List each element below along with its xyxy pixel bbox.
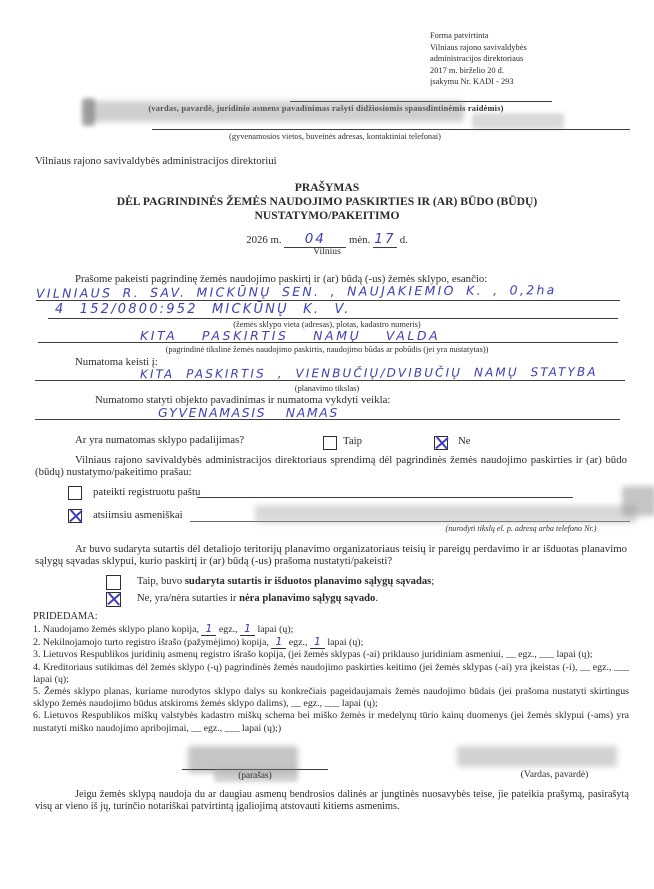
division-no-checkbox <box>434 436 448 450</box>
change-to-label: Numatoma keisti į: <box>75 356 158 368</box>
redaction-blur-edge <box>622 486 654 516</box>
contact-caption: (nurodyti tikslų el. p. adresą arba telefono Nr.) <box>445 524 597 533</box>
contract-no-prefix: Ne, yra/nėra sutarties ir <box>137 593 240 604</box>
contract-yes-checkbox <box>106 575 121 590</box>
fill-line <box>35 419 620 420</box>
delivery-person-checkbox <box>68 509 82 523</box>
date-day-label: d. <box>399 234 408 246</box>
handwritten-current-purpose: KITA PASKIRTIS NAMŲ VALDA <box>140 328 441 343</box>
planned-object-label: Numatomo statyti objekto pavadinimas ir numatoma vykdyti veikla: <box>95 394 391 406</box>
approval-line: Vilniaus rajono savivaldybės <box>430 42 527 52</box>
handwritten-plot-address: VILNIAUS R. SAV. MICKŪNŲ SEN. , NAUJAKIEMIO K. , 0,2ha <box>35 282 557 301</box>
attachments-list <box>33 623 629 735</box>
approval-line: Forma patvirtinta <box>430 31 489 40</box>
form-title-line: NUSTATYMO/PAKEITIMO <box>254 209 400 222</box>
redaction-mark-left <box>82 98 95 126</box>
planning-goal-caption: (planavimo tikslas) <box>294 384 360 393</box>
handwritten-count: 1 <box>201 622 216 636</box>
plot-address-caption: (žemės sklypo vieta (adresas), plotas, kadastro numeris) <box>233 320 421 329</box>
current-purpose-caption: (pagrindinė tikslinė žemės naudojimo paskirtis, naudojimo būdas ar pobūdis (jei yra nustatytas)) <box>165 345 489 354</box>
contract-question: Ar buvo sudaryta sutartis dėl detaliojo teritorijų planavimo organizatoriaus teisių ir pareigų perdavimo ir ar išduotas planavimo sąlygų sąvadas sklypui, kurio paskirtį ir (ar) būdą (-us) prašoma nustatyti/pakeisti? <box>35 543 627 567</box>
approval-line: 2017 m. birželio 20 d. <box>430 65 504 75</box>
attachments-label: PRIDEDAMA: <box>33 611 98 622</box>
division-no-label: Ne <box>458 435 471 447</box>
fill-line <box>38 342 618 343</box>
redaction-blur-applicant <box>84 101 464 122</box>
handwritten-month: 04 <box>304 231 326 247</box>
contract-yes-prefix: Taip, buvo <box>137 576 185 587</box>
addressee: Vilniaus rajono savivaldybės administracijos direktoriui <box>35 155 277 167</box>
contract-no-suffix: . <box>375 593 379 604</box>
attachment-item: 3. Lietuvos Respublikos juridinių asmenų registro išrašo kopija, (jei žemės sklypas (-ai) priklauso juridiniam asmeniui, __ egz., ___ lapai (ų); <box>33 649 593 661</box>
form-title-line: PRAŠYMAS <box>294 181 360 194</box>
delivery-mail-checkbox <box>68 486 82 500</box>
form-title-line: DĖL PAGRINDINĖS ŽEMĖS NAUDOJIMO PASKIRTIES IR (AR) BŪDO (BŪDŲ) <box>116 195 538 208</box>
footer-note: Jeigu žemės sklypą naudoja du ar daugiau asmenų bendrosios dalinės ar jungtinės nuosavybės teise, jie pateikia prašymą, pasirašytą visų ar vieno iš jų, turinčio notariškai patvirtintą įgaliojimą atstovauti kitiems asmenims. <box>35 789 629 812</box>
fill-line <box>197 497 573 498</box>
redaction-blur-name <box>457 746 617 767</box>
delivery-person-label: atsiimsiu asmeniškai <box>93 509 183 521</box>
applicant-address-fill-line <box>152 129 630 130</box>
contract-no-bold: nėra planavimo sąlygų sąvado <box>239 593 376 604</box>
fill-line <box>35 380 625 381</box>
check-mark <box>433 435 448 452</box>
handwritten-count: 1 <box>271 635 286 649</box>
division-yes-checkbox <box>323 436 337 450</box>
applicant-name-caption: (vardas, pavardė, juridinio asmens pavadinimas rašyti didžiosiomis spausdintinėmis raidėmis) <box>148 104 504 113</box>
date-month-label: mėn. <box>348 234 371 246</box>
city-label: Vilnius <box>313 246 341 257</box>
handwritten-planned-object: GYVENAMASIS NAMAS <box>158 405 339 420</box>
attachment-item: 1. Naudojamo žemės sklypo plano kopija, 1 egz., 1 lapai (ų); <box>33 622 294 635</box>
division-yes-label: Taip <box>343 435 363 447</box>
attachment-item: 6. Lietuvos Respublikos miškų valstybės kadastro miškų schema bei miško žemės ir medelynų tūrio kainų duomenys (jei žemės sklypui (-ams) yra nustatyti miško naudojimo apribojimai, __ egz., ___ lapai (ų);) <box>33 710 629 734</box>
handwritten-cadastre-number: 4 152/0800:952 MICKŪNŲ K. V. <box>55 302 351 317</box>
signature-caption: (parašas) <box>238 771 272 781</box>
redaction-blur-contact <box>255 505 637 523</box>
contract-no-text <box>137 593 378 604</box>
contract-yes-text <box>137 576 434 587</box>
fill-line <box>48 318 618 319</box>
delivery-mail-label: pateikti registruotu paštu <box>93 486 201 498</box>
division-question: Ar yra numatomas sklypo padalijimas? <box>75 434 245 446</box>
contract-yes-bold: sudaryta sutartis ir išduotos planavimo sąlygų sąvadas <box>184 576 432 587</box>
attachment-item: 4. Kreditoriaus sutikimas dėl žemės sklypo (-ų) pagrindinės žemės naudojimo paskirties keitimo (jei žemės sklypas (-ai) yra įkeistas (-i), __ egz., ___ lapai (ų); <box>33 661 629 685</box>
applicant-address-caption: (gyvenamosios vietos, buveinės adresas, kontaktiniai telefonai) <box>229 132 441 141</box>
delivery-intro: Vilniaus rajono savivaldybės administracijos direktoriaus sprendimą dėl pagrindinės žemės naudojimo paskirties ir (ar) būdo (būdų) nustatymo/pakeitimo prašau: <box>35 454 627 478</box>
handwritten-count: 1 <box>240 622 255 636</box>
form-title <box>0 181 654 223</box>
date-year-label: 2026 m. <box>246 234 282 246</box>
approval-line: administracijos direktoriaus <box>430 54 524 64</box>
redaction-remnant <box>472 113 564 129</box>
handwritten-count: 1 <box>310 635 325 649</box>
handwritten-day: 17 <box>374 231 396 247</box>
attachment-item: 2. Nekilnojamojo turto registro išrašo (pažymėjimo) kopija, 1 egz., 1 lapai (ų); <box>33 635 364 649</box>
fill-line <box>36 300 620 301</box>
approval-line: įsakymu Nr. KADI - 293 <box>430 77 514 87</box>
attachment-item: 5. Žemės sklypo planas, kuriame nurodytos sklypo dalys su konkrečiais pageidaujamais žemės naudojimo būdais (jei prašoma nustatyti skirtingus sklypo žemės naudojimo būdus atskiroms žemės sklypo dalims), __ egz., ___ lapai (ų); <box>33 686 629 710</box>
contract-yes-suffix: ; <box>431 576 435 587</box>
name-caption: (Vardas, pavardė) <box>520 769 589 780</box>
handwritten-new-purpose: KITA PASKIRTIS , VIENBUČIŲ/DVIBUČIŲ NAMŲ STATYBA <box>139 364 598 382</box>
request-intro: Prašome pakeisti pagrindinę žemės naudojimo paskirtį ir (ar) būdą (-us) žemės sklypo, esančio: <box>75 273 488 285</box>
check-mark <box>105 591 120 608</box>
check-mark <box>67 508 82 525</box>
contract-no-checkbox <box>106 592 121 607</box>
approval-note <box>430 30 640 88</box>
